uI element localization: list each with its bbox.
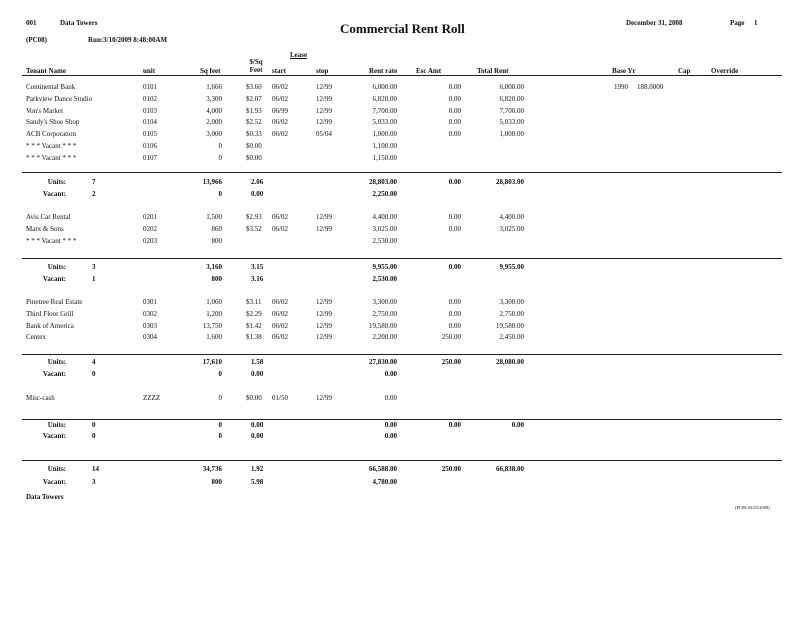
tenant-row-esc: 0.00 [448,225,461,233]
lease-group-header: Lease [290,51,308,59]
tenant-row-psf: $3.60 [246,83,262,91]
vacant-subtotal-psf: 0.00 [251,370,264,378]
tenant-row-start: 06/02 [272,130,288,138]
units-subtotal-label: Units: [47,178,66,186]
vacant-subtotal-count: 2 [92,190,96,198]
units-subtotal-count: 3 [92,263,96,271]
tenant-row-rent: 7,700.00 [372,107,397,115]
tenant-row-stop: 12/99 [316,322,332,330]
tenant-row-stop: 12/99 [316,310,332,318]
tenant-row-esc: 0.00 [448,107,461,115]
tenant-row-base_yr: 1990 [614,83,628,91]
vacant-subtotal-label: Vacant: [42,370,66,378]
tenant-row-tenant: Misc-cash [26,394,55,402]
tenant-row-psf: $0.00 [246,154,262,162]
tenant-row-psf: $2.07 [246,95,262,103]
tenant-row-rent: 1,150.00 [372,154,397,162]
grand-vacant-count: 3 [92,478,96,486]
tenant-row-psf: $2.29 [246,310,262,318]
vacant-subtotal-label: Vacant: [42,432,66,440]
tenant-row-cap: 188.0000 [637,83,664,91]
tenant-row-total: 19,580.00 [496,322,524,330]
page-label: Page [730,19,745,27]
tenant-row-rent: 3,300.00 [372,298,397,306]
tenant-row-sqft: 1,666 [206,83,222,91]
tenant-row-rent: 2,750.00 [372,310,397,318]
column-total-rent: Total Rent [477,67,509,75]
units-subtotal-esc: 0.00 [448,421,461,429]
run-info: Run:3/10/2009 8:48:00AM [88,36,168,44]
units-subtotal-total: 9,955.00 [499,263,524,271]
tenant-row-psf: $3.52 [246,225,262,233]
company-name: Data Towers [60,19,98,27]
grand-units-esc: 250.00 [441,465,461,473]
grand-units-label: Units: [47,465,66,473]
vacant-subtotal-count: 0 [92,432,96,440]
vacant-subtotal-sqft: 0 [218,370,222,378]
header-rule [22,75,782,76]
tenant-row-tenant: Third Floor Grill [26,310,74,318]
units-subtotal-label: Units: [47,358,66,366]
vacant-subtotal-rent: 2,250.00 [372,190,397,198]
tenant-row-unit: 0105 [143,130,157,138]
tenant-row-start: 06/02 [272,83,288,91]
grand-vacant-rent: 4,780.00 [372,478,397,486]
grand-units-psf: 1.92 [251,465,264,473]
units-subtotal-total: 28,803.00 [496,178,524,186]
tenant-row-stop: 05/04 [316,130,332,138]
tenant-row-stop: 12/99 [316,83,332,91]
tenant-row-sqft: 1,500 [206,213,222,221]
grand-vacant-sqft: 800 [211,478,222,486]
tenant-row-sqft: 0 [218,142,222,150]
units-subtotal-count: 4 [92,358,96,366]
tenant-row-tenant: Continental Bank [26,83,76,91]
tenant-row-tenant: * * * Vacant * * * [26,142,77,150]
tenant-row-unit: 0304 [143,333,157,341]
tenant-row-esc: 0.00 [448,130,461,138]
tenant-row-unit: 0202 [143,225,157,233]
tenant-row-esc: 0.00 [448,298,461,306]
tenant-row-sqft: 13,750 [202,322,222,330]
tenant-row-esc: 0.00 [448,95,461,103]
units-subtotal-psf: 2.06 [251,178,264,186]
units-subtotal-rent: 0.00 [384,421,397,429]
units-subtotal-label: Units: [47,263,66,271]
tenant-row-total: 3,300.00 [499,298,524,306]
tenant-row-tenant: ACB Corporation [26,130,76,138]
units-subtotal-sqft: 3,160 [206,263,222,271]
column-cap: Cap [678,67,691,75]
units-subtotal-rent: 27,830.00 [369,358,397,366]
tenant-row-rent: 1,000.00 [372,130,397,138]
footer-property-name: Data Towers [26,493,64,501]
units-subtotal-total: 28,080.00 [496,358,524,366]
vacant-subtotal-psf: 0.00 [251,190,264,198]
column-esc-amt: Esc Amt [416,67,442,75]
units-subtotal-sqft: 0 [218,421,222,429]
tenant-row-rent: 6,000.00 [372,83,397,91]
tenant-row-psf: $1.38 [246,333,262,341]
tenant-row-stop: 12/99 [316,333,332,341]
tenant-row-unit: 0107 [143,154,157,162]
tenant-row-sqft: 1,600 [206,333,222,341]
tenant-row-unit: 0302 [143,310,157,318]
tenant-row-sqft: 800 [211,237,222,245]
tenant-row-start: 06/02 [272,118,288,126]
units-subtotal-sqft: 13,966 [202,178,222,186]
tenant-row-sqft: 3,300 [206,95,222,103]
tenant-row-start: 06/02 [272,310,288,318]
tenant-row-rent: 2,200.00 [372,333,397,341]
report-title: Commercial Rent Roll [340,21,465,36]
tenant-row-unit: 0301 [143,298,157,306]
units-subtotal-rent: 9,955.00 [372,263,397,271]
tenant-row-start: 06/99 [272,107,288,115]
tenant-row-start: 06/02 [272,213,288,221]
units-subtotal-esc: 250.00 [441,358,461,366]
column-per-sq-line1: $/Sq [249,58,263,66]
tenant-row-sqft: 1,060 [206,298,222,306]
tenant-row-tenant: * * * Vacant * * * [26,154,77,162]
tenant-row-start: 06/02 [272,225,288,233]
tenant-row-total: 5,033.00 [499,118,524,126]
tenant-row-unit: ZZZZ [143,394,161,402]
vacant-subtotal-count: 1 [92,275,96,283]
tenant-row-total: 4,400.00 [499,213,524,221]
vacant-subtotal-count: 0 [92,370,96,378]
units-subtotal-esc: 0.00 [448,263,461,271]
tenant-row-stop: 12/99 [316,95,332,103]
tenant-row-unit: 0103 [143,107,157,115]
column-override: Override [711,67,739,75]
tenant-row-psf: $0.33 [246,130,262,138]
vacant-subtotal-label: Vacant: [42,190,66,198]
footer-form-code: (PC08 03/25/2008) [735,505,770,510]
tenant-row-sqft: 0 [218,394,222,402]
grand-vacant-psf: 5.98 [251,478,264,486]
units-subtotal-esc: 0.00 [448,178,461,186]
vacant-subtotal-rent: 0.00 [384,432,397,440]
grand-units-count: 14 [92,465,99,473]
column-base-yr: Base Yr [612,67,636,75]
subtotal-rule [22,419,782,420]
tenant-row-psf: $1.42 [246,322,262,330]
tenant-row-total: 2,450.00 [499,333,524,341]
tenant-row-stop: 12/99 [316,107,332,115]
tenant-row-psf: $1.93 [246,107,262,115]
tenant-row-tenant: Von's Market [26,107,64,115]
units-subtotal-psf: 0.00 [251,421,264,429]
tenant-row-unit: 0203 [143,237,157,245]
subtotal-rule [22,258,782,259]
tenant-row-sqft: 4,000 [206,107,222,115]
tenant-row-esc: 0.00 [448,213,461,221]
tenant-row-rent: 19,580.00 [369,322,397,330]
page-number: 1 [754,19,758,27]
units-subtotal-sqft: 17,610 [202,358,222,366]
tenant-row-rent: 2,530.00 [372,237,397,245]
tenant-row-start: 06/02 [272,333,288,341]
tenant-row-total: 3,025.00 [499,225,524,233]
tenant-row-start: 06/02 [272,322,288,330]
tenant-row-tenant: Centex [26,333,46,341]
vacant-subtotal-psf: 3.16 [251,275,264,283]
tenant-row-tenant: Pinetree Real Estate [26,298,83,306]
tenant-row-esc: 0.00 [448,322,461,330]
units-subtotal-psf: 3.15 [251,263,264,271]
units-subtotal-count: 7 [92,178,96,186]
tenant-row-sqft: 2,000 [206,118,222,126]
tenant-row-esc: 0.00 [448,118,461,126]
subtotal-rule [22,354,782,355]
column-sq-feet: Sq feet [200,67,221,75]
grand-total-rule [22,460,782,461]
vacant-subtotal-sqft: 800 [211,275,222,283]
vacant-subtotal-sqft: 0 [218,432,222,440]
tenant-row-unit: 0104 [143,118,157,126]
tenant-row-stop: 12/99 [316,118,332,126]
tenant-row-total: 6,000.00 [499,83,524,91]
column-unit: unit [143,67,156,75]
units-subtotal-rent: 28,803.00 [369,178,397,186]
column-tenant-name: Tenant Name [26,67,66,75]
tenant-row-tenant: Avis Car Rental [26,213,71,221]
tenant-row-rent: 0.00 [384,394,397,402]
tenant-row-unit: 0102 [143,95,157,103]
vacant-subtotal-sqft: 0 [218,190,222,198]
tenant-row-rent: 6,820.00 [372,95,397,103]
tenant-row-tenant: Parkview Dance Studio [26,95,93,103]
vacant-subtotal-psf: 0.00 [251,432,264,440]
units-subtotal-total: 0.00 [511,421,524,429]
tenant-row-total: 6,820.00 [499,95,524,103]
tenant-row-tenant: * * * Vacant * * * [26,237,77,245]
vacant-subtotal-rent: 2,530.00 [372,275,397,283]
column-per-sq-line2: Feet [249,66,263,74]
tenant-row-rent: 3,025.00 [372,225,397,233]
tenant-row-tenant: Marx & Sons [26,225,64,233]
tenant-row-start: 06/02 [272,298,288,306]
tenant-row-unit: 0106 [143,142,157,150]
tenant-row-sqft: 0 [218,154,222,162]
tenant-row-psf: $2.93 [246,213,262,221]
units-subtotal-label: Units: [47,421,66,429]
tenant-row-total: 7,700.00 [499,107,524,115]
tenant-row-psf: $0.00 [246,142,262,150]
tenant-row-unit: 0101 [143,83,157,91]
tenant-row-unit: 0201 [143,213,157,221]
column-start: start [272,67,286,75]
tenant-row-rent: 5,033.00 [372,118,397,126]
tenant-row-stop: 12/99 [316,298,332,306]
vacant-subtotal-label: Vacant: [42,275,66,283]
grand-units-rent: 66,588.00 [369,465,397,473]
vacant-subtotal-rent: 0.00 [384,370,397,378]
tenant-row-total: 2,750.00 [499,310,524,318]
units-subtotal-count: 0 [92,421,96,429]
tenant-row-tenant: Bank of America [26,322,74,330]
column-stop: stop [316,67,329,75]
report-date: December 31, 2008 [626,19,683,27]
tenant-row-stop: 12/99 [316,213,332,221]
subtotal-rule [22,172,782,173]
tenant-row-start: 06/02 [272,95,288,103]
tenant-row-rent: 1,100.00 [372,142,397,150]
tenant-row-psf: $3.11 [246,298,262,306]
tenant-row-sqft: 860 [211,225,222,233]
units-subtotal-psf: 1.58 [251,358,264,366]
tenant-row-stop: 12/99 [316,225,332,233]
grand-units-total: 66,838.00 [496,465,524,473]
tenant-row-psf: $2.52 [246,118,262,126]
tenant-row-psf: $0.00 [246,394,262,402]
grand-units-sqft: 34,736 [202,465,222,473]
column-rent-rate: Rent rate [369,67,398,75]
tenant-row-start: 01/50 [272,394,288,402]
tenant-row-sqft: 1,200 [206,310,222,318]
tenant-row-esc: 250.00 [441,333,461,341]
tenant-row-unit: 0303 [143,322,157,330]
tenant-row-esc: 0.00 [448,310,461,318]
tenant-row-stop: 12/99 [316,394,332,402]
tenant-row-rent: 4,400.00 [372,213,397,221]
tenant-row-esc: 0.00 [448,83,461,91]
tenant-row-total: 1,000.00 [499,130,524,138]
report-code: (PC08) [26,36,47,44]
tenant-row-sqft: 3,000 [206,130,222,138]
tenant-row-tenant: Sandy's Shoe Shop [26,118,80,126]
company-code: 001 [26,19,37,27]
grand-vacant-label: Vacant: [42,478,66,486]
